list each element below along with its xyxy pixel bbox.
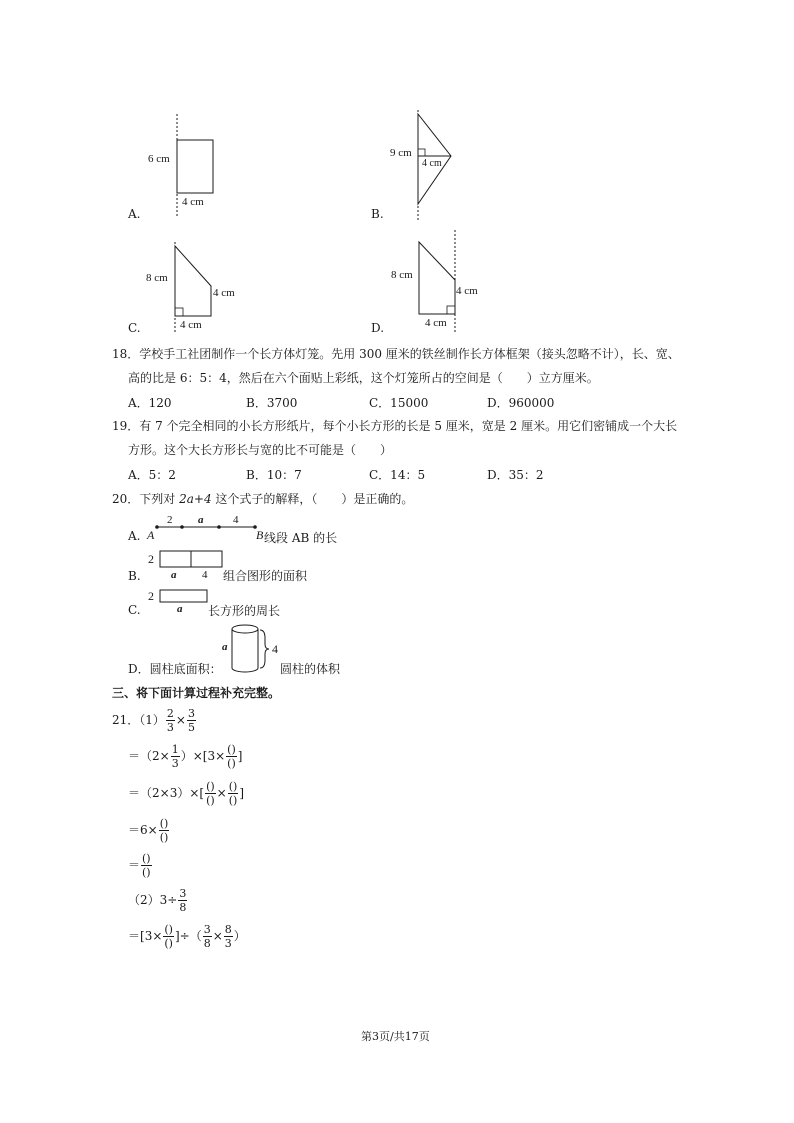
q20-b-text: 组合图形的面积 — [223, 569, 308, 583]
label-a-width: 4 cm — [182, 196, 204, 208]
q21-line-2: ＝（2×3）×[ $\frac{()}{()}$ × $\frac{()}{()}$ ] — [128, 780, 245, 807]
label-d-width: 4 cm — [425, 317, 447, 329]
q20-a-text: 线段 AB 的长 — [264, 531, 338, 545]
q19-line2: 方形。这个大长方形长与宽的比不可能是（ ） — [128, 443, 393, 457]
c-height-label: 2 — [148, 589, 154, 603]
blank-fraction[interactable]: $\frac{()}{()}$ — [228, 780, 238, 807]
q21-p1-label: 21．（1） — [112, 713, 165, 727]
q17-c-label: C. — [128, 321, 141, 335]
q20-d-label[interactable]: D．圆柱底面积： — [128, 662, 222, 676]
q20-b-figure — [143, 546, 233, 582]
b-width-4: 4 — [202, 569, 208, 581]
q18-option-a[interactable]: A．120 — [128, 396, 172, 410]
q20-stem-post: 这个式子的解释，（ ）是正确的。 — [211, 492, 414, 506]
fraction-8-3: $\frac{8}{3}$ — [224, 923, 232, 950]
q18-option-c[interactable]: C．15000 — [369, 396, 429, 410]
q20-stem-pre: 20．下列对 — [112, 492, 180, 506]
label-a-height: 6 cm — [148, 153, 170, 165]
q19-option-d[interactable]: D．35：2 — [487, 468, 544, 482]
q21-line-p2: （2）3÷ $\frac{3}{8}$ — [128, 887, 187, 914]
q20-a-label[interactable]: A. — [128, 529, 141, 543]
blank-fraction[interactable]: $\frac{()}{()}$ — [159, 817, 169, 844]
label-b-width: 4 cm — [422, 158, 442, 169]
c-width-label: a — [177, 603, 183, 615]
b-width-a: a — [171, 569, 177, 581]
q20-expression: 2a+4 — [179, 492, 212, 506]
figure-trapezoid-c — [140, 240, 250, 335]
q20-stem — [112, 490, 413, 507]
composite-rect-figure — [143, 546, 233, 582]
page-footer: 第3页/共17页 — [361, 1030, 430, 1043]
point-a: A — [147, 528, 155, 542]
q20-c-text: 长方形的周长 — [208, 604, 281, 618]
fraction-1-3: $\frac{1}{3}$ — [171, 743, 179, 770]
q17-option-b — [385, 108, 485, 228]
d-a-label: a — [222, 641, 228, 653]
q20-d-text: 圆柱的体积 — [280, 662, 341, 676]
seg-label-2: 2 — [167, 514, 173, 526]
blank-fraction[interactable]: $\frac{()}{()}$ — [164, 923, 173, 950]
figure-triangle-b — [385, 108, 485, 228]
rectangle-c-figure — [143, 585, 213, 617]
figure-trapezoid-d — [385, 228, 495, 338]
fraction-3-8: $\frac{3}{8}$ — [179, 887, 187, 914]
point-b: B — [256, 528, 264, 542]
blank-fraction[interactable]: $\frac{()}{()}$ — [142, 852, 151, 879]
q19-line1: 19．有 7 个完全相同的小长方形纸片，每个小长方形的长是 5 厘米，宽是 2 厘米。用它们密铺成一个大长 — [112, 419, 678, 433]
q17-b-label: B. — [371, 207, 384, 221]
q20-d-figure — [218, 622, 283, 680]
label-c-height: 8 cm — [146, 272, 168, 284]
label-c-right: 4 cm — [213, 287, 235, 299]
q18-option-d[interactable]: D．960000 — [487, 396, 555, 410]
b-height-label: 2 — [148, 552, 154, 566]
d-height-label: 4 — [272, 642, 278, 656]
label-d-height: 8 cm — [391, 269, 413, 281]
blank-fraction[interactable]: $\frac{()}{()}$ — [227, 743, 236, 770]
label-c-width: 4 cm — [180, 319, 202, 331]
fraction-3-8: $\frac{3}{8}$ — [203, 923, 211, 950]
q18-option-b[interactable]: B．3700 — [246, 396, 298, 410]
seg-label-4: 4 — [233, 514, 239, 526]
fraction-2-3: $\frac{2}{3}$ — [166, 707, 174, 734]
q21-line-3: ＝6× $\frac{()}{()}$ — [128, 817, 169, 844]
q18-line1: 18．学校手工社团制作一个长方体灯笼。先用 300 厘米的铁丝制作长方体框架（接头忽略不计），长、宽、 — [112, 347, 680, 361]
cylinder-figure — [218, 622, 283, 680]
q19-option-b[interactable]: B．10：7 — [246, 468, 302, 482]
q17-d-label: D. — [371, 321, 385, 335]
q21-line-4: ＝ $\frac{()}{()}$ — [128, 852, 151, 879]
q21-line-1: ＝（2× $\frac{1}{3}$ ）×[3× $\frac{()}{()}$ ] — [128, 743, 243, 770]
fraction-3-5: $\frac{3}{5}$ — [187, 707, 195, 734]
q19-option-a[interactable]: A．5：2 — [128, 468, 176, 482]
q20-c-label[interactable]: C. — [128, 603, 141, 617]
label-d-right: 4 cm — [456, 285, 478, 297]
label-b-height: 9 cm — [390, 147, 412, 159]
q19-option-c[interactable]: C．14：5 — [369, 468, 426, 482]
seg-label-a: a — [198, 514, 204, 526]
q17-option-c — [140, 240, 250, 335]
q17-option-d — [385, 228, 495, 338]
q17-a-label: A. — [128, 207, 141, 221]
q20-c-figure — [143, 585, 213, 617]
q18-line2: 高的比是 6：5：4，然后在六个面贴上彩纸，这个灯笼所占的空间是（ ）立方厘米。 — [128, 371, 599, 385]
section-3-title: 三、将下面计算过程补充完整。 — [112, 686, 281, 700]
q20-b-label[interactable]: B. — [128, 569, 141, 583]
blank-fraction[interactable]: $\frac{()}{()}$ — [206, 780, 215, 807]
q21-line-0: 21．（1） $\frac{2}{3}$ × $\frac{3}{5}$ — [112, 707, 195, 734]
q21-line-5: ＝[3× $\frac{()}{()}$ ]÷（ $\frac{3}{8}$ × $\frac{8}{3}$ ） — [128, 923, 246, 950]
